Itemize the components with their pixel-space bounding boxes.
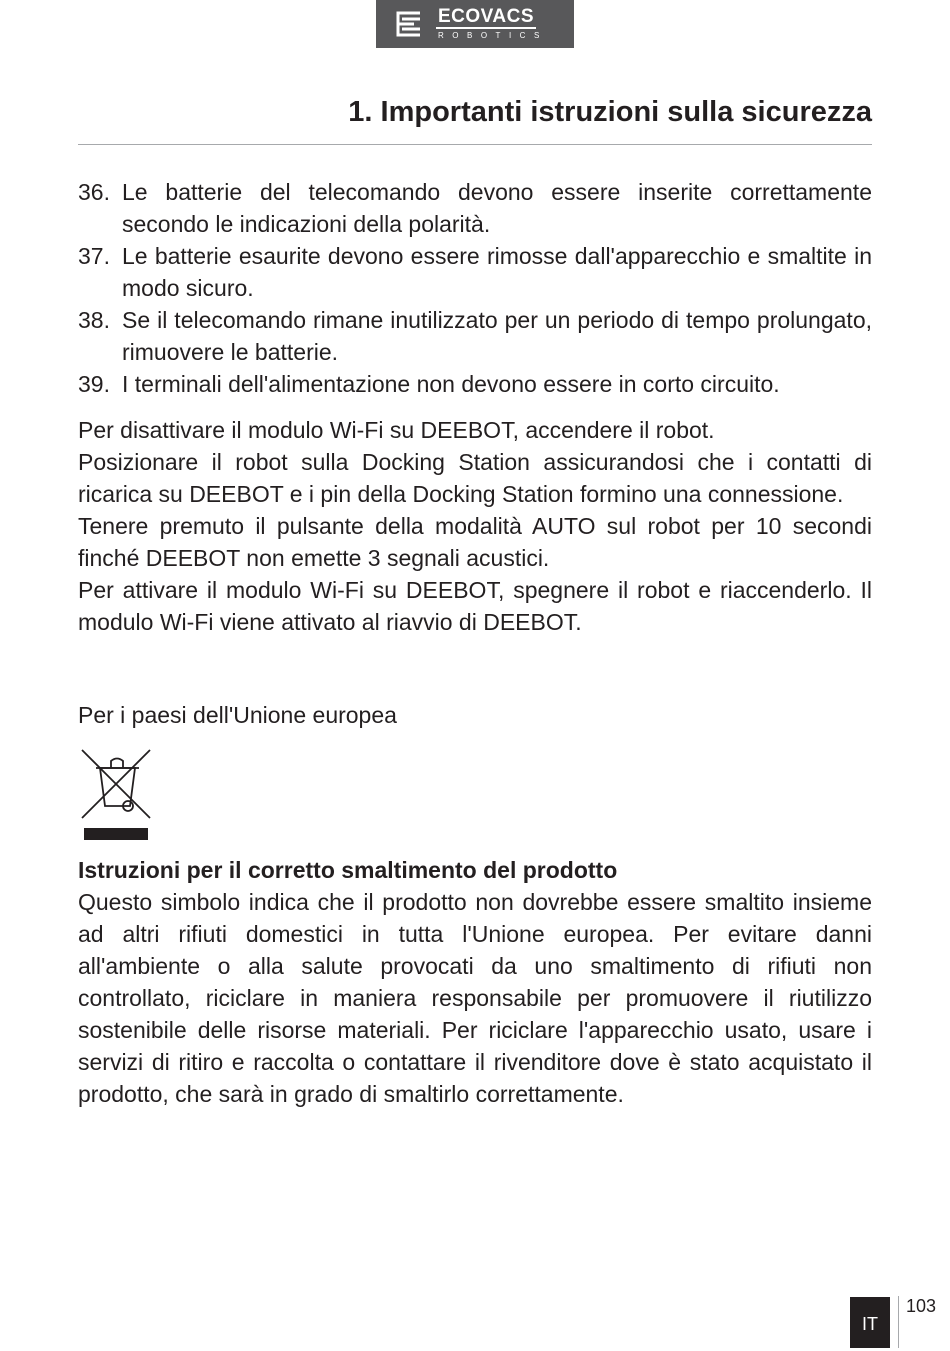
- list-item-number: 38.: [78, 307, 110, 333]
- list-item: [78, 176, 872, 240]
- ecovacs-logo: [376, 0, 574, 48]
- list-item-text: Le batterie del telecomando devono essere inserite correttamente secondo le indicazioni della polarità.: [122, 179, 872, 237]
- list-item: [78, 368, 872, 400]
- logo-brand: ECOVACS: [438, 6, 535, 27]
- list-item: [78, 304, 872, 368]
- section-title: 1. Importanti istruzioni sulla sicurezza: [348, 96, 872, 128]
- disposal-section: [78, 854, 872, 1110]
- crossed-bin-icon: [78, 744, 154, 844]
- list-item-text: Se il telecomando rimane inutilizzato per un periodo di tempo prolungato, rimuovere le batterie.: [122, 307, 872, 365]
- wifi-paragraph: Posizionare il robot sulla Docking Station assicurandosi che i contatti di ricarica su DEEBOT e i pin della Docking Station formino una connessione.: [78, 449, 872, 507]
- ecovacs-mark-icon: [394, 10, 424, 38]
- eu-heading: Per i paesi dell'Unione europea: [78, 702, 397, 728]
- page-number: 103: [906, 1296, 937, 1316]
- logo-subtitle: ROBOTICS: [438, 31, 548, 40]
- list-item-text: I terminali dell'alimentazione non devono essere in corto circuito.: [122, 371, 780, 397]
- language-tab: IT: [850, 1297, 890, 1348]
- title-divider: [78, 144, 872, 145]
- wifi-paragraph: Tenere premuto il pulsante della modalità AUTO sul robot per 10 secondi finché DEEBOT non emette 3 segnali acustici.: [78, 513, 872, 571]
- page-number-divider: [898, 1296, 899, 1348]
- disposal-title: Istruzioni per il corretto smaltimento del prodotto: [78, 857, 618, 883]
- wifi-instructions: [78, 414, 872, 638]
- wifi-paragraph: Per attivare il modulo Wi-Fi su DEEBOT, spegnere il robot e riaccenderlo. Il modulo Wi-Fi viene attivato al riavvio di DEEBOT.: [78, 577, 872, 635]
- safety-list: [78, 176, 872, 400]
- disposal-body: Questo simbolo indica che il prodotto non dovrebbe essere smaltito insieme ad altri rifiuti domestici in tutta l'Unione europea. Per evitare danni all'ambiente o alla salute provocati da uno smaltimento di rifiuti non controllato, riciclare in maniera responsabile per promuovere il riutilizzo sostenibile delle risorse materiali. Per riciclare l'apparecchio usato, usare i servizi di ritiro e raccolta o contattare il rivenditore dove è stato acquistato il prodotto, che sarà in grado di smaltirlo correttamente.: [78, 889, 872, 1107]
- list-item-number: 36.: [78, 179, 110, 205]
- list-item: [78, 240, 872, 304]
- list-item-text: Le batterie esaurite devono essere rimosse dall'apparecchio e smaltite in modo sicuro.: [122, 243, 872, 301]
- wifi-paragraph: Per disattivare il modulo Wi-Fi su DEEBOT, accendere il robot.: [78, 417, 715, 443]
- list-item-number: 37.: [78, 243, 110, 269]
- list-item-number: 39.: [78, 371, 110, 397]
